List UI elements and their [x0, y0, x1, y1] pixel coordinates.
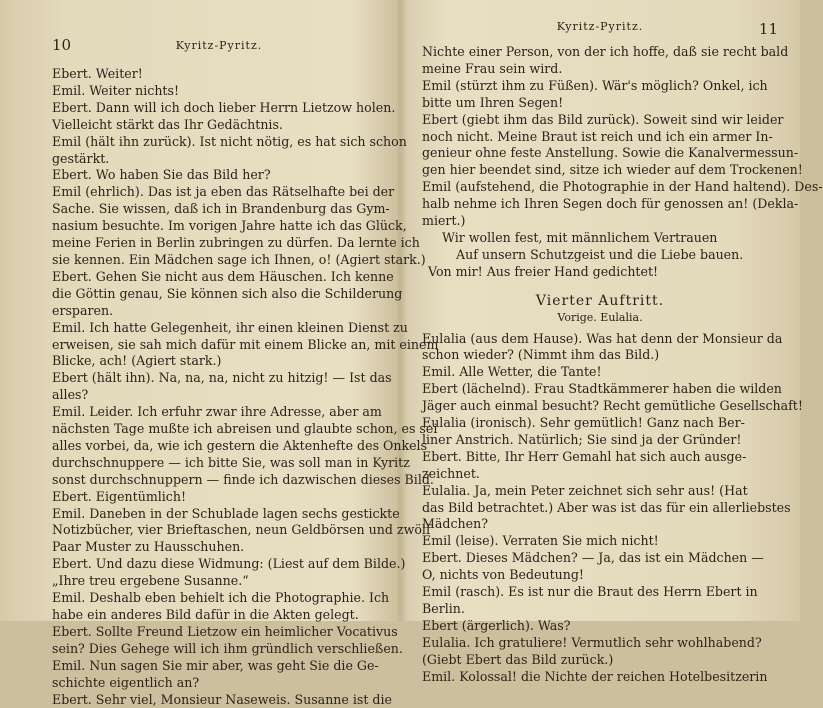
text-line: nasium besuchte. Im vorigen Jahre hatte ich das Glück, [52, 218, 407, 234]
text-line: Ebert (lächelnd). Frau Stadtkämmerer haben die wilden [422, 381, 782, 397]
text-line: Ebert. Weiter! [52, 66, 143, 81]
right-page-header [422, 20, 789, 66]
verse-line: Wir wollen fest, mit männlichem Vertrauen [442, 229, 718, 245]
text-line: bitte um Ihren Segen! [422, 94, 564, 110]
text-line: sonst durchschnuppern — finde ich dazwischen dieses Bild. [52, 471, 434, 487]
text-line: Emil. Leider. Ich erfuhr zwar ihre Adresse, aber am [52, 404, 382, 420]
text-line: meine Frau sein wird. [422, 60, 563, 76]
page-number: 11 [758, 20, 778, 38]
text-line: sie kennen. Ein Mädchen sage ich Ihnen, o! (Agiert stark.) [52, 251, 426, 267]
text-line: Emil. Deshalb eben behielt ich die Photographie. Ich [52, 590, 390, 606]
text-line: Emil. Daneben in der Schublade lagen sechs gestickte [52, 505, 400, 521]
text-line: Eulalia (aus dem Hause). Was hat denn der Monsieur da [422, 330, 783, 346]
text-line: alles? [52, 387, 89, 403]
text-line: Emil (stürzt ihm zu Füßen). Wär's möglich? Onkel, ich [422, 77, 768, 93]
text-line: Ebert. Dieses Mädchen? — Ja, das ist ein Mädchen — [422, 550, 764, 566]
page-number: 10 [52, 36, 72, 54]
text-line: durchschnuppere — ich bitte Sie, was soll man in Kyritz [52, 454, 410, 470]
text-line: nächsten Tage mußte ich abreisen und glaubte schon, es sei [52, 421, 438, 437]
text-line: Emil. Kolossal! die Nichte der reichen Hotelbesitzerin [422, 668, 768, 684]
text-line: Ebert. Bitte, Ihr Herr Gemahl hat sich auch ausge- [422, 448, 747, 464]
verse-line: Auf unsern Schutzgeist und die Liebe bauen. [456, 246, 744, 262]
text-line: alles vorbei, da, wie ich gestern die Aktenhefte des Onkels [52, 437, 428, 453]
text-line: Emil. Weiter nichts! [52, 82, 180, 98]
text-line: Ebert. Und dazu diese Widmung: (Liest auf dem Bilde.) [52, 556, 406, 572]
text-line: (Giebt Ebert das Bild zurück.) [422, 651, 614, 667]
text-line: Emil (leise). Verraten Sie mich nicht! [422, 533, 659, 549]
spacer [422, 281, 778, 289]
text-line: Blicke, ach! (Agiert stark.) [52, 353, 222, 369]
text-line: halb nehme ich Ihren Segen doch für genossen an! (Dekla- [422, 196, 799, 212]
text-line: Ebert. Gehen Sie nicht aus dem Häuschen. Ich kenne [52, 268, 394, 284]
text-line: Emil (rasch). Es ist nur die Braut des Herrn Ebert in [422, 584, 758, 600]
text-line: sein? Dies Gehege will ich ihm gründlich verschließen. [52, 640, 403, 656]
text-line: Notizbücher, vier Brieftaschen, neun Geldbörsen und zwölf [52, 522, 431, 538]
left-page-text [52, 66, 439, 708]
running-head: Kyritz-Pyritz. [175, 39, 263, 52]
text-line: liner Anstrich. Natürlich; Sie sind ja der Gründer! [422, 431, 742, 447]
verse-line: Von mir! Aus freier Hand gedichtet! [428, 263, 659, 279]
text-line: habe ein anderes Bild dafür in die Akten gelegt. [52, 607, 359, 622]
text-line: genieur ohne feste Anstellung. Sowie die Kanalvermessun- [422, 145, 799, 161]
text-line: Ebert (giebt ihm das Bild zurück). Soweit sind wir leider [422, 111, 784, 127]
text-line: erweisen, sie sah mich dafür mit einem Blicke an, mit einem [52, 336, 439, 352]
text-line: Eulalia. Ja, mein Peter zeichnet sich sehr aus! (Hat [422, 482, 748, 498]
text-line: schon wieder? (Nimmt ihm das Bild.) [422, 347, 660, 363]
text-line: Emil. Alle Wetter, die Tante! [422, 364, 602, 380]
text-line: Jäger auch einmal besucht? Recht gemütliche Gesellschaft! [422, 398, 803, 414]
left-page-header [52, 36, 386, 66]
text-line: Emil. Ich hatte Gelegenheit, ihr einen kleinen Dienst zu [52, 319, 408, 335]
text-line: zeichnet. [422, 465, 480, 481]
text-line: miert.) [422, 213, 466, 229]
text-line: schichte eigentlich an? [52, 674, 200, 690]
text-line: noch nicht. Meine Braut ist reich und ich ein armer In- [422, 128, 773, 144]
text-line: Mädchen? [422, 516, 488, 532]
text-line: ersparen. [52, 302, 114, 318]
text-line: meine Ferien in Berlin zubringen zu dürfen. Da lernte ich [52, 235, 420, 251]
right-page-text [422, 44, 823, 686]
right-page [400, 0, 823, 684]
text-line: Emil (ehrlich). Das ist ja eben das Rätselhafte bei der [52, 184, 395, 200]
text-line: Sache. Sie wissen, daß ich in Brandenburg das Gym- [52, 201, 390, 217]
text-line: gestärkt. [52, 150, 110, 166]
text-line: das Bild betrachtet.) Aber was ist das für ein allerliebstes [422, 499, 791, 515]
text-line: „Ihre treu ergebene Susanne.“ [52, 573, 249, 589]
text-line: Berlin. [422, 601, 465, 616]
text-line: Emil (aufstehend, die Photographie in der Hand haltend). Des- [422, 179, 823, 195]
text-line: Eulalia (ironisch). Sehr gemütlich! Ganz nach Ber- [422, 415, 745, 431]
text-line: Ebert (ärgerlich). Was? [422, 617, 571, 633]
text-line: Emil (hält ihn zurück). Ist nicht nötig, es hat sich schon [52, 133, 407, 149]
text-line: Ebert (hält ihn). Na, na, na, nicht zu hitzig! — Ist das [52, 370, 392, 386]
text-line: Nichte einer Person, von der ich hoffe, daß sie recht bald [422, 44, 789, 59]
text-line: Vielleicht stärkt das Ihr Gedächtnis. [52, 116, 283, 132]
text-line: Ebert. Dann will ich doch lieber Herrn Lietzow holen. [52, 99, 396, 115]
text-line: Eulalia. Ich gratuliere! Vermutlich sehr wohlhabend? [422, 634, 762, 650]
scene-characters: Vorige. Eulalia. [557, 310, 643, 324]
scene-title: Vierter Auftritt. [535, 292, 665, 309]
text-line: Paar Muster zu Hausschuhen. [52, 539, 245, 555]
text-line: gen hier beendet sind, sitze ich wieder auf dem Trockenen! [422, 162, 803, 178]
text-line: Ebert. Eigentümlich! [52, 488, 187, 504]
text-line: Ebert. Sollte Freund Lietzow ein heimlicher Vocativus [52, 623, 398, 639]
text-line: die Göttin genau, Sie können sich also die Schilderung [52, 285, 403, 301]
text-line: Emil. Nun sagen Sie mir aber, was geht Sie die Ge- [52, 657, 379, 673]
text-line: Ebert. Sehr viel, Monsieur Naseweis. Susanne ist die [52, 691, 392, 707]
text-line: Ebert. Wo haben Sie das Bild her? [52, 167, 271, 183]
running-head: Kyritz-Pyritz. [556, 20, 644, 33]
text-line: O, nichts von Bedeutung! [422, 567, 584, 583]
